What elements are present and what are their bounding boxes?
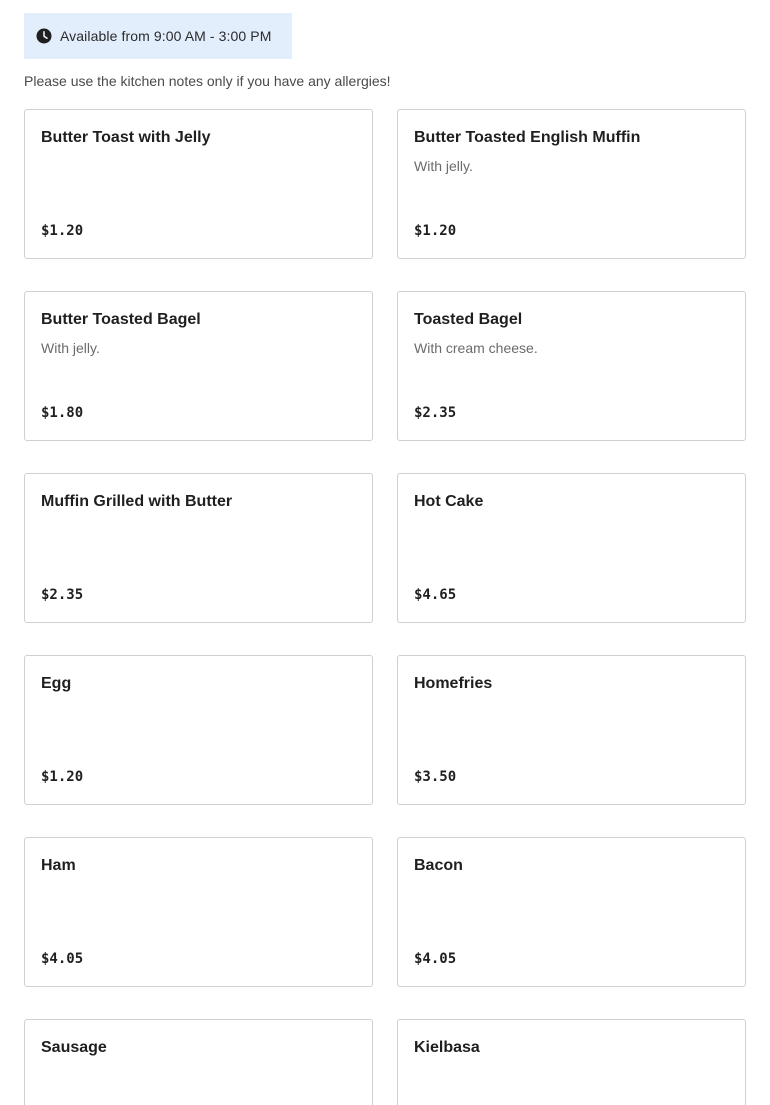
menu-item-name: Butter Toast with Jelly: [41, 129, 211, 146]
menu-item-name: Homefries: [414, 675, 493, 692]
menu-item-price: $1.20: [414, 223, 457, 239]
menu-item-description: With jelly.: [414, 158, 473, 174]
menu-item-description: With cream cheese.: [414, 340, 538, 356]
menu-item-name: Bacon: [414, 857, 463, 874]
menu-item-price: $4.05: [414, 951, 457, 967]
menu-item-price: $2.35: [414, 405, 457, 421]
availability-text: Available from 9:00 AM - 3:00 PM: [60, 28, 272, 44]
menu-item-price: $2.35: [41, 587, 84, 603]
menu-item-card[interactable]: [397, 291, 746, 441]
menu-item-price: $1.20: [41, 223, 84, 239]
menu-item-description: With jelly.: [41, 340, 100, 356]
allergy-notice: Please use the kitchen notes only if you have any allergies!: [24, 73, 391, 89]
menu-item-card[interactable]: [397, 655, 746, 805]
menu-item-name: Muffin Grilled with Butter: [41, 493, 233, 510]
menu-item-name: Butter Toasted English Muffin: [414, 129, 641, 146]
menu-item-name: Kielbasa: [414, 1039, 480, 1056]
menu-item-name: Egg: [41, 675, 72, 692]
clock-icon: [36, 28, 52, 44]
menu-item-name: Hot Cake: [414, 493, 484, 510]
menu-item-name: Toasted Bagel: [414, 311, 523, 328]
menu-item-card[interactable]: [24, 655, 373, 805]
menu-item-card[interactable]: [24, 291, 373, 441]
menu-item-card[interactable]: [397, 837, 746, 987]
menu-item-price: $3.50: [414, 769, 457, 785]
menu-item-price: $1.20: [41, 769, 84, 785]
menu-item-card[interactable]: [24, 1019, 373, 1105]
menu-item-price: $1.80: [41, 405, 84, 421]
menu-item-name: Butter Toasted Bagel: [41, 311, 201, 328]
menu-item-price: $4.65: [414, 587, 457, 603]
menu-item-name: Sausage: [41, 1039, 107, 1056]
menu-item-card[interactable]: [24, 473, 373, 623]
menu-item-card[interactable]: [24, 109, 373, 259]
menu-item-grid: [24, 109, 746, 1105]
menu-item-card[interactable]: [397, 1019, 746, 1105]
menu-item-card[interactable]: [397, 473, 746, 623]
menu-item-card[interactable]: [397, 109, 746, 259]
menu-item-price: $4.05: [41, 951, 84, 967]
menu-item-card[interactable]: [24, 837, 373, 987]
availability-banner: [24, 13, 292, 59]
menu-item-name: Ham: [41, 857, 76, 874]
